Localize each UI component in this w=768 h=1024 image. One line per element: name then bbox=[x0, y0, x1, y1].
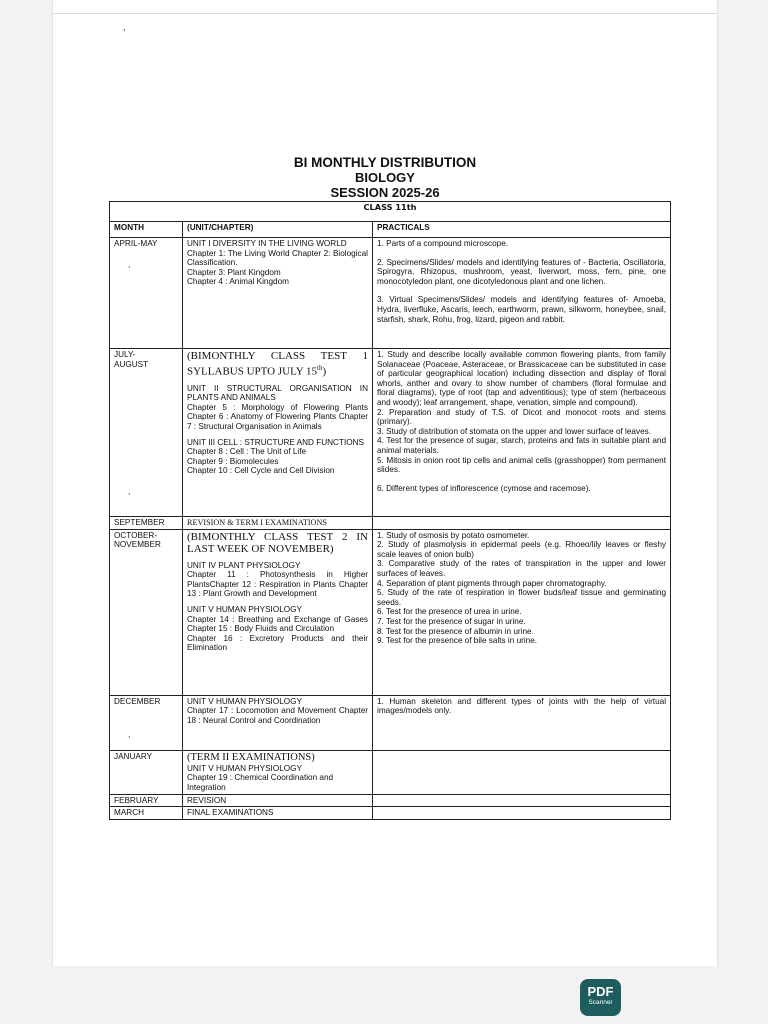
unit-heading: UNIT V HUMAN PHYSIOLOGY bbox=[187, 604, 302, 614]
practical-item: 3. Comparative study of the rates of transpiration in the upper and lower surfaces of leaves. bbox=[377, 559, 667, 578]
unit-heading: UNIT V HUMAN PHYSIOLOGY bbox=[187, 763, 302, 773]
practical-item: 1. Study of osmosis by potato osmometer. bbox=[377, 530, 530, 540]
badge-sublabel: Scanner bbox=[588, 999, 613, 1006]
chapter-text: Chapter 19 : Chemical Coordination and Integration bbox=[187, 773, 334, 792]
practical-item: 2. Preparation and study of T.S. of Dicot and monocot roots and stems (primary). bbox=[377, 407, 667, 427]
unit-cell bbox=[183, 349, 373, 517]
class-test-note: (BIMONTHLY CLASS TEST 2 IN LAST WEEK OF NOVEMBER) bbox=[187, 530, 368, 555]
month-cell: DECEMBER , bbox=[110, 695, 183, 750]
badge-label: PDF bbox=[587, 984, 614, 999]
practical-item: 5. Mitosis in onion root tip cells and animal cells (grasshopper) from permanent slides. bbox=[377, 455, 667, 475]
practicals-cell bbox=[373, 349, 671, 517]
month-cell: JULY- AUGUST , bbox=[110, 349, 183, 517]
unit-cell bbox=[183, 238, 373, 349]
month-cell: SEPTEMBER bbox=[110, 517, 183, 530]
unit-cell: REVISION & TERM I EXAMINATIONS bbox=[183, 517, 373, 530]
table-row bbox=[110, 794, 671, 807]
table-row bbox=[110, 529, 671, 695]
practical-item: 2. Specimens/Slides/ models and identifying features of - Bacteria, Oscillatoria, Spirogyra, Rhizopus, mushroom, yeast, liverwort, moss, fern, pine, one monocotyledon plant, one dicotyledonous plant and one lichen. bbox=[377, 257, 667, 286]
unit-cell: REVISION bbox=[183, 794, 373, 807]
practicals-cell bbox=[373, 529, 671, 695]
practical-item: 2. Study of plasmolysis in epidermal peels (e.g. Rhoeo/lily leaves or fleshy scale leaves of onion bulb) bbox=[377, 540, 667, 559]
unit-heading: UNIT I DIVERSITY IN THE LIVING WORLD bbox=[187, 239, 347, 248]
month-cell: APRIL-MAY , bbox=[110, 238, 183, 349]
class-test-note: (BIMONTHLY CLASS TEST 1 SYLLABUS UPTO JULY 15th) bbox=[187, 350, 368, 378]
chapter-text: Chapter 17 : Locomotion and Movement Chapter 18 : Neural Control and Coordination bbox=[187, 706, 368, 725]
chapter-text: Chapter 9 : Biomolecules bbox=[187, 456, 279, 466]
stray-mark: , bbox=[128, 487, 131, 497]
chapter-text: Chapter 14 : Breathing and Exchange of Gases Chapter 15 : Body Fluids and Circulation bbox=[187, 614, 368, 634]
table-row bbox=[110, 238, 671, 349]
subject-title: BIOLOGY bbox=[355, 170, 415, 185]
pdf-scanner-badge[interactable] bbox=[580, 979, 621, 1016]
unit-cell bbox=[183, 529, 373, 695]
unit-header: (UNIT/CHAPTER) bbox=[183, 222, 373, 238]
practicals-cell bbox=[373, 807, 671, 820]
practicals-header: PRACTICALS bbox=[373, 222, 671, 238]
chapter-text: Chapter 5 : Morphology of Flowering Plants Chapter 6 : Anatomy of Flowering Plants Chapter 7 : Structural Organisation in Animals bbox=[187, 402, 368, 432]
page-top-border bbox=[53, 13, 717, 14]
chapter-text: Chapter 3: Plant Kingdom bbox=[187, 267, 281, 277]
practicals-cell bbox=[373, 517, 671, 530]
month-cell: MARCH bbox=[110, 807, 183, 820]
month-cell: OCTOBER- NOVEMBER bbox=[110, 529, 183, 695]
chapter-text: Chapter 11 : Photosynthesis in Higher PlantsChapter 12 : Respiration in Plants Chapter 13 : Plant Growth and Development bbox=[187, 570, 368, 599]
month-header: MONTH bbox=[110, 222, 183, 238]
document-title: BI MONTHLY DISTRIBUTION bbox=[293, 155, 477, 170]
chapter-text: Chapter 8 : Cell : The Unit of Life bbox=[187, 447, 307, 457]
stray-mark: , bbox=[128, 259, 131, 269]
table-row bbox=[110, 349, 671, 517]
practical-item: 9. Test for the presence of bile salts in urine. bbox=[377, 636, 538, 646]
unit-cell: FINAL EXAMINATIONS bbox=[183, 807, 373, 820]
practical-item: 1. Human skeleton and different types of joints with the help of virtual images/models only. bbox=[377, 696, 667, 716]
practical-item: 4. Separation of plant pigments through paper chromatography. bbox=[377, 578, 607, 588]
practical-item: 1. Parts of a compound microscope. bbox=[377, 239, 509, 248]
header-row bbox=[110, 222, 671, 238]
month-cell: JANUARY bbox=[110, 750, 183, 794]
practicals-cell bbox=[373, 695, 671, 750]
unit-heading: UNIT III CELL : STRUCTURE AND FUNCTIONS bbox=[187, 437, 364, 447]
practicals-cell bbox=[373, 238, 671, 349]
table-row bbox=[110, 517, 671, 530]
practical-item: 8. Test for the presence of albumin in urine. bbox=[377, 626, 534, 636]
unit-cell bbox=[183, 750, 373, 794]
practical-item: 7. Test for the presence of sugar in urine. bbox=[377, 616, 526, 626]
practical-item: 3. Study of distribution of stomata on the upper and lower surface of leaves. bbox=[377, 426, 651, 436]
chapter-text: Chapter 1: The Living World Chapter 2: Biological Classification. bbox=[187, 248, 368, 268]
stray-mark: , bbox=[128, 730, 131, 740]
practical-item: 5. Study of the rate of respiration in flower buds/leaf tissue and germinating seeds. bbox=[377, 588, 667, 607]
scanned-page bbox=[52, 0, 718, 966]
unit-heading: UNIT II STRUCTURAL ORGANISATION IN PLANTS AND ANIMALS bbox=[187, 383, 368, 403]
class-row bbox=[110, 202, 671, 222]
practical-item: 3. Virtual Specimens/Slides/ models and identifying features of- Amoeba, Hydra, liverfluke, Ascaris, leech, earthworm, prawn, silkworm, honeybee, snail, starfish, shark, Rohu, frog, lizard, pigeon and rabbit. bbox=[377, 295, 667, 324]
unit-heading: UNIT IV PLANT PHYSIOLOGY bbox=[187, 560, 301, 570]
chapter-text: Chapter 10 : Cell Cycle and Cell Division bbox=[187, 466, 335, 476]
unit-cell bbox=[183, 695, 373, 750]
practicals-cell bbox=[373, 750, 671, 794]
month-cell: FEBRUARY bbox=[110, 794, 183, 807]
unit-heading: UNIT V HUMAN PHYSIOLOGY bbox=[187, 696, 302, 706]
practicals-cell bbox=[373, 794, 671, 807]
distribution-table bbox=[109, 201, 671, 820]
table-row bbox=[110, 695, 671, 750]
chapter-text: Chapter 4 : Animal Kingdom bbox=[187, 277, 289, 287]
class-label: CLASS 11th bbox=[110, 202, 671, 222]
chapter-text: Chapter 16 : Excretory Products and their Elimination bbox=[187, 633, 368, 653]
table-row bbox=[110, 750, 671, 794]
practical-item: 1. Study and describe locally available common flowering plants, from family Solanaceae (Poaceae, Asteraceae, or Brassicaceae can be substituted in case of particular geographical location) including dissection and display of floral whorls, anther and ovary to show number of chambers (floral formulae and floral diagrams), type of root (tap and adventitious); type of stem (herbaceous and woody); leaf arrangement, shape, venation, simple and compound). bbox=[377, 350, 667, 407]
term-note: (TERM II EXAMINATIONS) bbox=[187, 751, 315, 763]
session-title: SESSION 2025-26 bbox=[330, 185, 440, 200]
practical-item: 6. Different types of inflorescence (cymose and racemose). bbox=[377, 483, 591, 493]
practical-item: 4. Test for the presence of sugar, starch, proteins and fats in suitable plant and animal materials. bbox=[377, 436, 667, 455]
stray-mark: , bbox=[123, 22, 126, 32]
table-row bbox=[110, 807, 671, 820]
practical-item: 6. Test for the presence of urea in urine. bbox=[377, 607, 522, 617]
